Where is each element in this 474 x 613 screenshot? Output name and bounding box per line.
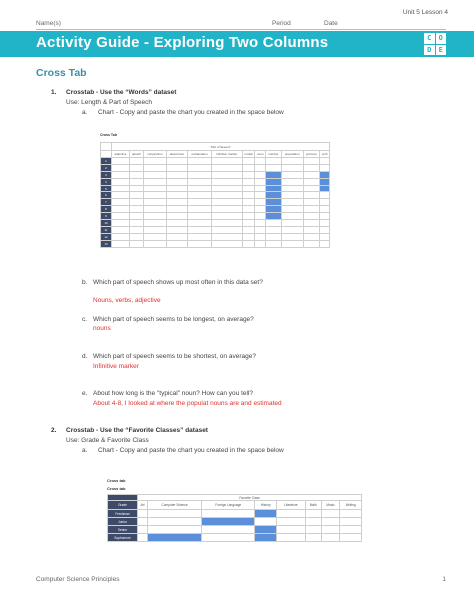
q2-title: Crosstab - Use the “Favorite Classes” dataset	[66, 427, 208, 434]
chart1-cell	[320, 158, 330, 165]
chart1-cell	[188, 192, 212, 199]
chart2-column-header: Grade	[108, 501, 138, 510]
chart1-column-header: preposition	[281, 151, 303, 158]
q1e-text: About how long is the "typical" noun? How can you tell?	[93, 390, 253, 397]
chart1-cell	[320, 220, 330, 227]
chart1-cell	[166, 178, 187, 185]
meta-underline	[36, 29, 446, 30]
chart1-cell	[320, 213, 330, 220]
q2a-marker: a.	[82, 447, 88, 454]
chart1-cell	[303, 158, 320, 165]
chart1-cell	[129, 206, 143, 213]
q1d-text: Which part of speech seems to be shortest, on average?	[93, 353, 256, 360]
chart2-cell	[148, 526, 202, 534]
chart1-row-label: 8	[101, 206, 112, 213]
chart1-cell	[211, 199, 242, 206]
chart2-cell	[138, 526, 148, 534]
chart1-cell	[255, 233, 266, 240]
chart1-cell	[281, 199, 303, 206]
chart2-cell	[138, 534, 148, 542]
chart1-cell	[112, 213, 130, 220]
chart1-cell	[303, 171, 320, 178]
title-banner	[0, 31, 474, 57]
chart1-cell	[266, 233, 282, 240]
chart1-cell	[188, 158, 212, 165]
chart1-cell	[144, 206, 167, 213]
chart1-group-row	[101, 143, 330, 151]
chart2-row	[108, 526, 362, 534]
chart1-cell	[211, 240, 242, 247]
chart1-cell	[188, 213, 212, 220]
chart1-cell	[188, 199, 212, 206]
chart1-cell	[255, 220, 266, 227]
chart2-row-label: Freshman	[108, 510, 138, 518]
chart1-row	[101, 199, 330, 206]
chart1-cell	[242, 206, 255, 213]
chart2-cell	[148, 534, 202, 542]
chart1-cell	[112, 178, 130, 185]
q1c-marker: c.	[82, 316, 88, 323]
chart1-column-header: adjective	[112, 151, 130, 158]
chart1-cell	[255, 240, 266, 247]
chart2-cell	[277, 510, 306, 518]
chart1-cell	[255, 185, 266, 192]
chart1-cell	[242, 158, 255, 165]
chart2-cell	[202, 510, 255, 518]
chart1-cell	[255, 199, 266, 206]
chart1-column-header: adverb	[129, 151, 143, 158]
chart1-cell	[281, 158, 303, 165]
chart1-cell	[112, 226, 130, 233]
chart1-cell	[166, 233, 187, 240]
chart1-cell	[188, 164, 212, 171]
chart1-cell	[112, 220, 130, 227]
chart1-cell	[166, 158, 187, 165]
chart2-cell	[202, 534, 255, 542]
chart1-cell	[303, 226, 320, 233]
chart1-cell	[266, 199, 282, 206]
chart1-row-label: 5	[101, 185, 112, 192]
chart1-row	[101, 206, 330, 213]
chart1-cell	[112, 185, 130, 192]
chart1-cell	[112, 233, 130, 240]
chart2-cell	[340, 526, 362, 534]
chart1-cell	[166, 164, 187, 171]
chart1-row	[101, 185, 330, 192]
chart1-row	[101, 240, 330, 247]
chart1-cell	[320, 185, 330, 192]
chart1-row	[101, 213, 330, 220]
chart2-cell	[138, 510, 148, 518]
chart1-cell	[112, 158, 130, 165]
chart1-cell	[129, 220, 143, 227]
chart2-cell	[255, 518, 277, 526]
chart1-cell	[281, 185, 303, 192]
q1b-text: Which part of speech shows up most often in this data set?	[93, 279, 263, 286]
chart1-column-header: infinitive marker	[211, 151, 242, 158]
chart1-column-header: exclamation	[188, 151, 212, 158]
chart1-cell	[303, 233, 320, 240]
q1e-answer: About 4-8, I looked at where the populat nouns are and estimated	[93, 400, 282, 407]
chart1-cell	[166, 220, 187, 227]
chart1-cell	[281, 220, 303, 227]
chart1-cell	[303, 199, 320, 206]
chart1-cell	[281, 233, 303, 240]
code-logo	[424, 33, 446, 55]
chart1-row	[101, 158, 330, 165]
chart1-cell	[242, 220, 255, 227]
chart1-cell	[266, 185, 282, 192]
chart1-table	[100, 142, 330, 248]
chart2-cell	[255, 510, 277, 518]
chart1-cell	[188, 171, 212, 178]
chart1-cell	[266, 178, 282, 185]
q2-use: Use: Grade & Favorite Class	[66, 437, 149, 444]
unit-label: Unit 5 Lesson 4	[402, 9, 448, 16]
chart1-cell	[242, 240, 255, 247]
chart2-row	[108, 534, 362, 542]
chart1-row-label: 9	[101, 213, 112, 220]
chart1-cell	[255, 164, 266, 171]
chart2-cell	[340, 510, 362, 518]
q1-use: Use: Length & Part of Speech	[66, 99, 152, 106]
chart1-cell	[266, 206, 282, 213]
chart1-group-header: Part of Speech	[112, 143, 330, 151]
logo-letter: E	[436, 45, 447, 56]
q1e-marker: e.	[82, 390, 88, 397]
chart1-cell	[144, 171, 167, 178]
chart1-cell	[112, 206, 130, 213]
chart1-column-header: conjunction	[144, 151, 167, 158]
chart1-column-header-row	[101, 151, 330, 158]
chart1-row	[101, 171, 330, 178]
chart2-cell	[138, 518, 148, 526]
footer-course: Computer Science Principles	[36, 576, 120, 583]
chart2-column-header: Art	[138, 501, 148, 510]
chart1-row-label: 6	[101, 192, 112, 199]
chart1-title: Cross Tab	[100, 133, 117, 137]
chart1-cell	[144, 178, 167, 185]
chart1-column-header: modal	[242, 151, 255, 158]
chart1-cell	[266, 213, 282, 220]
chart1-cell	[166, 199, 187, 206]
chart1-cell	[320, 171, 330, 178]
chart1-cell	[144, 213, 167, 220]
chart2-cell	[321, 510, 340, 518]
chart1-cell	[266, 240, 282, 247]
chart1-row	[101, 178, 330, 185]
chart1-row-label: 2	[101, 164, 112, 171]
chart1-cell	[266, 192, 282, 199]
chart1-column-header: verb	[321, 152, 328, 156]
chart1-cell	[320, 240, 330, 247]
chart1-row-label: 1	[101, 158, 112, 165]
chart1-cell	[266, 171, 282, 178]
chart1-cell	[242, 213, 255, 220]
chart1-cell	[320, 199, 330, 206]
chart2-cell	[305, 534, 321, 542]
chart1-cell	[129, 192, 143, 199]
chart2-cell	[202, 526, 255, 534]
chart1-cell	[242, 233, 255, 240]
chart1-cell	[255, 178, 266, 185]
section-title: Cross Tab	[36, 67, 87, 79]
chart1-row-label: 11	[101, 226, 112, 233]
chart1-cell	[129, 158, 143, 165]
chart2-column-header: Foreign Language	[202, 501, 255, 510]
chart1-cell	[211, 185, 242, 192]
chart1-cell	[188, 206, 212, 213]
chart2-cell	[255, 526, 277, 534]
q1d-marker: d.	[82, 353, 88, 360]
chart2-column-header: Math	[305, 501, 321, 510]
chart2-column-header: Music	[321, 501, 340, 510]
chart2-subtitle: Cross tab	[107, 486, 126, 491]
chart1-cell	[129, 199, 143, 206]
q2-number: 2.	[51, 427, 57, 434]
chart1-cell	[281, 171, 303, 178]
chart1-cell	[211, 220, 242, 227]
chart1-cell	[129, 233, 143, 240]
chart1-cell	[242, 226, 255, 233]
chart1-cell	[144, 185, 167, 192]
q1d-answer: Infinitive marker	[93, 363, 139, 370]
chart1-cell	[211, 226, 242, 233]
chart2-row-label: Sophomore	[108, 534, 138, 542]
date-label: Date	[324, 20, 338, 27]
chart1-column-header: noun	[255, 151, 266, 158]
chart1-cell	[303, 178, 320, 185]
chart1-cell	[281, 164, 303, 171]
chart1-cell	[281, 192, 303, 199]
chart1-cell	[112, 199, 130, 206]
chart1-cell	[188, 240, 212, 247]
chart1-cell	[129, 178, 143, 185]
chart1-cell	[188, 233, 212, 240]
chart2-cell	[255, 534, 277, 542]
chart1-cell	[320, 164, 330, 171]
chart1-row-label: 12	[101, 233, 112, 240]
chart2-cell	[340, 518, 362, 526]
chart1-cell	[211, 164, 242, 171]
chart1-cell	[320, 206, 330, 213]
chart1-row-label: 7	[101, 199, 112, 206]
chart1-cell	[188, 185, 212, 192]
logo-letter: C	[424, 33, 435, 44]
q2a-text: Chart - Copy and paste the chart you created in the space below	[98, 447, 284, 454]
chart1-cell	[242, 164, 255, 171]
chart1-cell	[129, 213, 143, 220]
chart1-cell	[112, 171, 130, 178]
chart2-cell	[321, 526, 340, 534]
chart1-cell	[129, 240, 143, 247]
chart1-cell	[303, 213, 320, 220]
chart2-cell	[305, 518, 321, 526]
chart1-cell	[303, 220, 320, 227]
chart1-cell	[211, 206, 242, 213]
chart1-row	[101, 192, 330, 199]
chart1-cell	[129, 185, 143, 192]
chart1-cell	[266, 220, 282, 227]
chart1-cell	[242, 199, 255, 206]
page-title: Activity Guide - Exploring Two Columns	[36, 34, 329, 51]
footer-page-number: 1	[442, 576, 446, 583]
chart1-cell	[281, 213, 303, 220]
chart1-cell	[281, 226, 303, 233]
chart1-cell	[211, 213, 242, 220]
chart1-cell	[266, 164, 282, 171]
chart1-cell	[255, 192, 266, 199]
chart1-cell	[112, 240, 130, 247]
logo-letter: O	[436, 33, 447, 44]
chart1-cell	[320, 178, 330, 185]
chart1-row	[101, 164, 330, 171]
chart2-cell	[202, 518, 255, 526]
q1-number: 1.	[51, 89, 57, 96]
chart1-cell	[129, 226, 143, 233]
chart2-cell	[148, 518, 202, 526]
chart2-column-header: History	[255, 501, 277, 510]
chart1-column-header: pronoun	[303, 151, 320, 158]
chart2-group-header: Favorite Class	[138, 495, 362, 501]
chart2-column-header: Computer Science	[148, 501, 202, 510]
chart1-cell	[320, 192, 330, 199]
chart1-cell	[303, 192, 320, 199]
chart1-cell	[242, 192, 255, 199]
chart1-cell	[166, 240, 187, 247]
chart1-cell	[166, 213, 187, 220]
chart1-column-header: Length	[101, 152, 111, 156]
chart1-row-label: 13	[101, 240, 112, 247]
chart1-cell	[320, 226, 330, 233]
chart1-cell	[144, 158, 167, 165]
chart2-cell	[277, 526, 306, 534]
chart2-title: Cross tab	[107, 478, 126, 483]
words-crosstab-chart	[100, 133, 330, 245]
q1a-text: Chart - Copy and paste the chart you created in the space below	[98, 109, 284, 116]
chart2-cell	[305, 526, 321, 534]
chart1-cell	[144, 240, 167, 247]
chart1-cell	[188, 226, 212, 233]
chart1-cell	[281, 178, 303, 185]
q1a-marker: a.	[82, 109, 88, 116]
chart1-cell	[144, 226, 167, 233]
chart1-column-header: determiner	[166, 151, 187, 158]
chart1-cell	[242, 178, 255, 185]
chart1-cell	[303, 164, 320, 171]
chart2-table	[107, 494, 362, 542]
chart1-cell	[255, 213, 266, 220]
chart1-cell	[166, 171, 187, 178]
q1b-answer: Nouns, verbs, adjective	[93, 297, 161, 304]
chart1-cell	[255, 206, 266, 213]
chart1-cell	[112, 192, 130, 199]
chart2-cell	[277, 518, 306, 526]
chart2-cell	[321, 534, 340, 542]
chart1-cell	[211, 158, 242, 165]
chart1-row-label: 3	[101, 171, 112, 178]
chart2-row-label: Senior	[108, 526, 138, 534]
chart1-cell	[242, 185, 255, 192]
chart1-cell	[281, 206, 303, 213]
chart1-cell	[303, 206, 320, 213]
chart2-row	[108, 518, 362, 526]
chart1-cell	[144, 233, 167, 240]
chart1-cell	[112, 164, 130, 171]
chart1-cell	[166, 185, 187, 192]
chart1-cell	[211, 233, 242, 240]
chart1-cell	[320, 233, 330, 240]
chart1-row-label: 10	[101, 220, 112, 227]
chart1-cell	[144, 192, 167, 199]
chart1-cell	[242, 171, 255, 178]
name-label: Name(s)	[36, 20, 61, 27]
chart1-cell	[144, 199, 167, 206]
chart2-column-header: Literature	[277, 501, 306, 510]
chart1-cell	[266, 158, 282, 165]
chart1-cell	[255, 158, 266, 165]
period-label: Period	[272, 20, 291, 27]
chart1-cell	[266, 226, 282, 233]
chart1-cell	[129, 164, 143, 171]
chart2-row-label: Junior	[108, 518, 138, 526]
chart1-corner	[101, 143, 112, 151]
chart1-cell	[303, 185, 320, 192]
chart1-column-header: number	[266, 151, 282, 158]
chart2-column-header-row	[108, 501, 362, 510]
q1c-answer: nouns	[93, 325, 111, 332]
chart1-cell	[144, 164, 167, 171]
chart1-cell	[144, 220, 167, 227]
chart1-cell	[211, 178, 242, 185]
chart1-cell	[281, 240, 303, 247]
chart2-column-header: Writing	[340, 501, 362, 510]
chart2-cell	[148, 510, 202, 518]
chart2-row	[108, 510, 362, 518]
chart1-cell	[211, 192, 242, 199]
logo-letter: D	[424, 45, 435, 56]
chart1-row	[101, 226, 330, 233]
chart2-cell	[321, 518, 340, 526]
chart1-row	[101, 220, 330, 227]
chart1-cell	[188, 220, 212, 227]
chart1-row-label: 4	[101, 178, 112, 185]
chart1-cell	[303, 240, 320, 247]
q1c-text: Which part of speech seems to be longest, on average?	[93, 316, 254, 323]
chart1-cell	[166, 192, 187, 199]
favorite-classes-crosstab-chart	[107, 478, 362, 560]
chart1-cell	[166, 226, 187, 233]
chart1-cell	[129, 171, 143, 178]
chart1-cell	[166, 206, 187, 213]
q1b-marker: b.	[82, 279, 88, 286]
chart1-cell	[255, 226, 266, 233]
chart1-cell	[211, 171, 242, 178]
chart2-cell	[340, 534, 362, 542]
chart1-row	[101, 233, 330, 240]
chart2-cell	[305, 510, 321, 518]
q1-title: Crosstab - Use the “Words” dataset	[66, 89, 177, 96]
chart2-cell	[277, 534, 306, 542]
chart1-cell	[255, 171, 266, 178]
chart1-cell	[188, 178, 212, 185]
